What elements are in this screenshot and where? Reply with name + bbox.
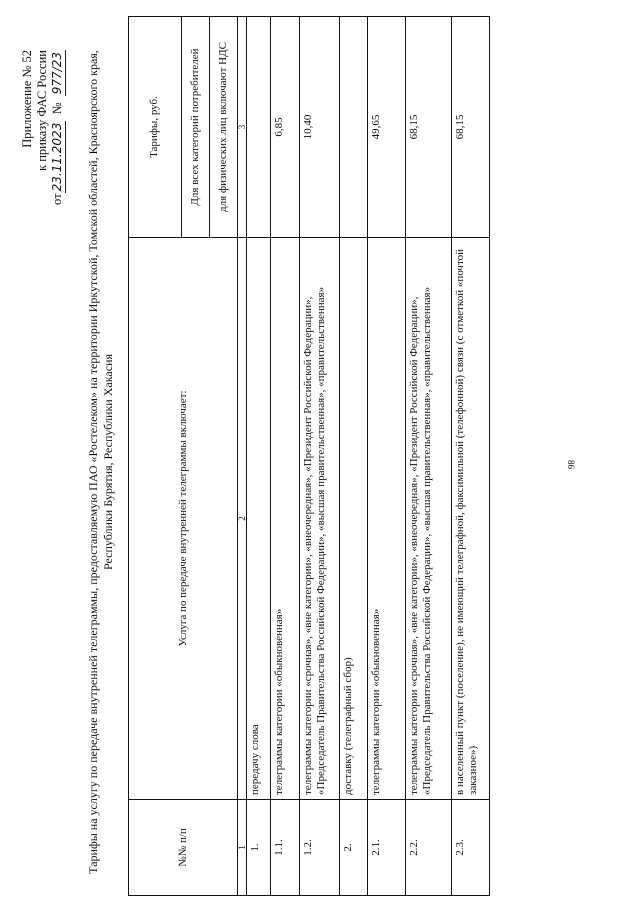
row-value: 10,40	[300, 17, 340, 238]
row-value: 68,15	[452, 17, 490, 238]
header-service: Услуга по передаче внутренней телеграммы включает:	[129, 238, 238, 800]
row-service: в населенный пункт (поселение), не имеющий телеграфной, факсимильной (телефонной) связи (с отметкой «почтой заказное»)	[452, 238, 490, 800]
row-service: передачу слова	[247, 238, 271, 800]
col-number-1: 1	[238, 800, 247, 896]
row-number: 1.2.	[300, 800, 340, 896]
col-number-3: 3	[238, 17, 247, 238]
row-number: 2.1.	[368, 800, 406, 896]
row-number: 1.	[247, 800, 271, 896]
row-value: 49,65	[368, 17, 406, 238]
date-prefix: от	[50, 193, 64, 205]
appendix-date-line	[50, 50, 66, 205]
table-row	[300, 17, 340, 896]
appendix-block	[20, 50, 66, 205]
row-service: доставку (телеграфный сбор)	[340, 238, 368, 800]
table-row	[368, 17, 406, 896]
row-number: 2.3.	[452, 800, 490, 896]
header-tariffs: Тарифы, руб.	[129, 17, 182, 238]
page-number: 86	[566, 460, 576, 469]
row-value	[340, 17, 368, 238]
header-all-categories: Для всех категорий потребителей	[181, 17, 209, 238]
appendix-title: Приложение № 52	[20, 50, 34, 148]
order-number: 977/23	[50, 52, 64, 95]
row-value: 68,15	[406, 17, 452, 238]
table-row	[406, 17, 452, 896]
header-vat: для физических лиц включают НДС	[209, 17, 237, 238]
row-value: 6,85	[271, 17, 300, 238]
row-service: телеграммы категории «обыкновенная»	[368, 238, 406, 800]
col-number-2: 2	[238, 238, 247, 800]
document-title: Тарифы на услугу по передаче внутренней телеграммы, предоставляемую ПАО «Ростелеком» на территории Иркутской, Томской областей, Красноярского края, Республики Бурятия, Республики Хакасия	[86, 50, 115, 874]
row-service: телеграммы категории «обыкновенная»	[271, 238, 300, 800]
row-service: телеграммы категории «срочная», «вне категории», «внеочередная», «Президент Российской Федерации», «Председатель Правительства Российской Федерации», «высшая правительственная», «правительственная»	[300, 238, 340, 800]
row-number: 1.1.	[271, 800, 300, 896]
row-number: 2.2.	[406, 800, 452, 896]
row-service: телеграммы категории «срочная», «вне категории», «внеочередная», «Президент Российской Федерации», «Председатель Правительства Российской Федерации», «высшая правительственная», «правительственная»	[406, 238, 452, 800]
row-value	[247, 17, 271, 238]
table-row	[271, 17, 300, 896]
header-row-number: №№ п/п	[129, 800, 238, 896]
table-row	[247, 17, 271, 896]
row-number: 2.	[340, 800, 368, 896]
appendix-order-ref: к приказу ФАС России	[35, 50, 49, 171]
table-row	[340, 17, 368, 896]
number-prefix: №	[50, 102, 64, 115]
table-row	[452, 17, 490, 896]
order-date: 23.11.2023	[50, 122, 64, 192]
tariffs-table	[128, 16, 490, 896]
